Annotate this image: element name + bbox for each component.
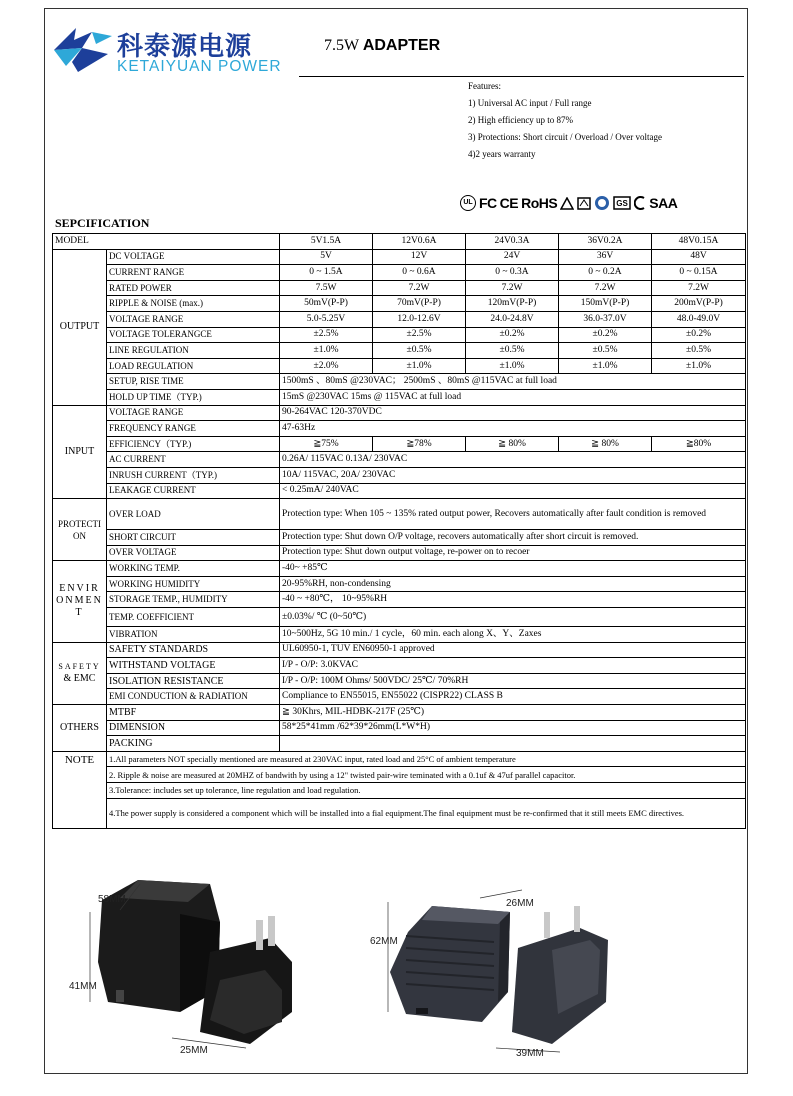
value-cell: 24.0-24.8V [466,311,559,327]
value-cell: ±1.0% [373,358,466,374]
tuv-mark-icon [594,195,610,211]
table-row [53,783,746,799]
item-label: EMI CONDUCTION & RADIATION [107,689,280,705]
value-cell: < 0.25mA/ 240VAC [280,483,746,499]
table-row [53,627,746,643]
table-row [53,608,746,627]
value-cell: 10A/ 115VAC, 20A/ 230VAC [280,467,746,483]
value-cell: 48V [652,249,746,265]
table-row [53,311,746,327]
table-row [53,436,746,452]
value-cell: 0 ~ 1.5A [280,265,373,281]
table-row [53,751,746,767]
group-safety-emc [53,642,107,704]
item-label: PACKING [107,736,280,752]
value-cell: ±0.2% [652,327,746,343]
value-cell: 5V [280,249,373,265]
value-cell: ±0.5% [466,343,559,359]
certification-marks [460,195,677,211]
dimension-line [480,890,522,898]
saa-mark-icon: SAA [649,195,678,211]
model-cell: 48V0.15A [652,234,746,250]
c-tick-mark-icon [634,195,646,211]
table-row [53,720,746,736]
feature-item: 2) High efficiency up to 87% [468,115,574,125]
value-cell: 150mV(P-P) [559,296,652,312]
item-label: OVER VOLTAGE [107,545,280,561]
table-row [53,467,746,483]
item-label: SHORT CIRCUIT [107,530,280,546]
value-cell: ≧80% [652,436,746,452]
title-wattage: 7.5W [324,37,359,54]
value-cell: ±1.0% [466,358,559,374]
group-output: OUTPUT [53,249,107,405]
value-cell: -40 ~ +80℃， 10~95%RH [280,592,746,608]
value-cell: ≧78% [373,436,466,452]
model-cell: 12V0.6A [373,234,466,250]
adapter-right-image [390,906,608,1044]
value-cell: I/P - O/P: 100M Ohms/ 500VDC/ 25℃/ 70%RH [280,673,746,689]
table-row [53,576,746,592]
table-row [53,545,746,561]
table-row [53,234,746,250]
note-item: 3.Tolerance: includes set up tolerance, line regulation and load regulation. [107,783,746,799]
triangle-mark-icon [560,197,574,210]
value-cell: 0 ~ 0.6A [373,265,466,281]
dimension-label: 26MM [506,898,534,909]
group-input: INPUT [53,405,107,499]
dimension-label: 25MM [180,1045,208,1056]
value-cell: ±1.0% [652,358,746,374]
table-row [53,280,746,296]
item-label: ISOLATION RESISTANCE [107,673,280,689]
value-cell: 120mV(P-P) [466,296,559,312]
item-label: RATED POWER [107,280,280,296]
table-row [53,673,746,689]
dimension-label: 62MM [370,936,398,947]
item-label: LEAKAGE CURRENT [107,483,280,499]
item-label: STORAGE TEMP., HUMIDITY [107,592,280,608]
value-cell: 10~500Hz, 5G 10 min./ 1 cycle，60 min. each along X、Y、Zaxes [280,627,746,643]
value-cell: 12V [373,249,466,265]
value-cell: Protection type: Shut down O/P voltage, recovers automatically after short circuit is removed. [280,530,746,546]
value-cell: 0 ~ 0.15A [652,265,746,281]
table-row [53,689,746,705]
item-label: EFFICIENCY（TYP.) [107,436,280,452]
table-row [53,642,746,658]
value-cell: 50mV(P-P) [280,296,373,312]
item-label: DC VOLTAGE [107,249,280,265]
value-cell: Compliance to EN55015, EN55022 (CISPR22) CLASS B [280,689,746,705]
value-cell: 58*25*41mm /62*39*26mm(L*W*H) [280,720,746,736]
value-cell: 70mV(P-P) [373,296,466,312]
table-row [53,389,746,405]
value-cell: 0.26A/ 115VAC 0.13A/ 230VAC [280,452,746,468]
company-logo-icon [52,26,114,74]
value-cell: 24V [466,249,559,265]
group-others: OTHERS [53,705,107,752]
group-safety-label: SAFETY [58,662,101,672]
item-label: INRUSH CURRENT（TYP.) [107,467,280,483]
document-title [324,37,440,55]
model-cell: 36V0.2A [559,234,652,250]
value-cell: 5.0-5.25V [280,311,373,327]
value-cell: 20-95%RH, non-condensing [280,576,746,592]
item-label: MTBF [107,705,280,721]
item-label: VOLTAGE RANGE [107,311,280,327]
item-label: SAFETY STANDARDS [107,642,280,658]
dimension-label: 58MM [98,894,126,905]
value-cell: 7.5W [280,280,373,296]
table-row [53,705,746,721]
value-cell: 7.2W [652,280,746,296]
item-label: TEMP. COEFFICIENT [107,608,280,627]
value-cell: ±2.5% [373,327,466,343]
value-cell: ≧75% [280,436,373,452]
value-cell: ≧ 30Khrs, MIL-HDBK-217F (25℃) [280,705,746,721]
item-label: WORKING TEMP. [107,561,280,577]
psb-mark-icon [577,197,591,210]
value-cell: 47-63Hz [280,421,746,437]
group-environment: ENVIRONMENT [53,561,107,642]
fcc-mark-icon: FC [479,195,497,211]
value-cell: ±2.0% [280,358,373,374]
value-cell: 12.0-12.6V [373,311,466,327]
features-list [468,78,662,163]
value-cell: Protection type: Shut down output voltage, re-power on to recoer [280,545,746,561]
specification-title: SEPCIFICATION [55,216,150,230]
table-row [53,358,746,374]
dimension-label: 39MM [516,1048,544,1059]
table-row [53,736,746,752]
value-cell: ±0.5% [373,343,466,359]
note-item: 4.The power supply is considered a component which will be installed into a fial equipment.The final equipment must be re-confirmed that it still meets EMC directives. [107,798,746,828]
value-cell: 36.0-37.0V [559,311,652,327]
table-row [53,249,746,265]
group-note: NOTE [53,751,107,828]
gs-mark-icon [613,195,631,211]
model-cell: 5V1.5A [280,234,373,250]
value-cell: 90-264VAC 120-370VDC [280,405,746,421]
value-cell: -40~ +85℃ [280,561,746,577]
item-label: AC CURRENT [107,452,280,468]
product-photos [60,862,720,1067]
value-cell: ±0.2% [466,327,559,343]
table-row [53,798,746,828]
item-label: DIMENSION [107,720,280,736]
item-label: WITHSTAND VOLTAGE [107,658,280,674]
item-label: VOLTAGE TOLERANGCE [107,327,280,343]
table-row [53,421,746,437]
value-cell: ±1.0% [559,358,652,374]
table-row [53,592,746,608]
table-row [53,296,746,312]
feature-item: 1) Universal AC input / Full range [468,98,592,108]
item-label: FREQUENCY RANGE [107,421,280,437]
table-row [53,561,746,577]
table-row [53,499,746,530]
item-label: WORKING HUMIDITY [107,576,280,592]
value-cell: 48.0-49.0V [652,311,746,327]
value-cell: 15mS @230VAC 15ms @ 115VAC at full load [280,389,746,405]
value-cell: 36V [559,249,652,265]
value-cell: 0 ~ 0.3A [466,265,559,281]
value-cell: I/P - O/P: 3.0KVAC [280,658,746,674]
item-label: LINE REGULATION [107,343,280,359]
item-label: LOAD REGULATION [107,358,280,374]
item-label: OVER LOAD [107,499,280,530]
value-cell: 0 ~ 0.2A [559,265,652,281]
brand-name-english: KETAIYUAN POWER [117,58,282,75]
svg-text:GS: GS [616,199,629,208]
dimension-label: 41MM [69,981,97,992]
note-item: 2. Ripple & noise are measured at 20MHZ of bandwith by using a 12" twisted pair-wire teminated with a 0.1uf & 47uf parallel capacitor. [107,767,746,783]
table-row [53,343,746,359]
specification-table [52,233,746,829]
group-protection: PROTECTION [53,499,107,561]
table-row [53,374,746,390]
value-cell: 7.2W [559,280,652,296]
value-cell: Protection type: When 105 ~ 135% rated output power, Recovers automatically after fault condition is removed [280,499,746,530]
table-row [53,265,746,281]
value-cell: ≧ 80% [466,436,559,452]
item-label: CURRENT RANGE [107,265,280,281]
item-label: RIPPLE & NOISE (max.) [107,296,280,312]
feature-item: 4)2 years warranty [468,149,536,159]
value-cell: ≧ 80% [559,436,652,452]
table-row [53,327,746,343]
value-cell: 200mV(P-P) [652,296,746,312]
ce-mark-icon: CE [499,195,519,211]
value-cell: ±0.2% [559,327,652,343]
value-cell: 7.2W [373,280,466,296]
value-cell [280,736,746,752]
adapter-left-image [98,880,292,1044]
model-label: MODEL [53,234,280,250]
item-label: HOLD UP TIME（TYP.) [107,389,280,405]
header-rule [299,76,744,77]
table-row [53,658,746,674]
value-cell: 7.2W [466,280,559,296]
value-cell: ±2.5% [280,327,373,343]
table-row [53,767,746,783]
value-cell: ±0.5% [559,343,652,359]
group-emc-label: & EMC [63,673,96,685]
item-label: VOLTAGE RANGE [107,405,280,421]
table-row [53,405,746,421]
item-label: SETUP, RISE TIME [107,374,280,390]
title-product: ADAPTER [362,37,441,54]
value-cell: ±0.03%/ ℃ (0~50℃) [280,608,746,627]
table-row [53,530,746,546]
table-row [53,452,746,468]
value-cell: 1500mS 、80mS @230VAC； 2500mS 、80mS @115VAC at full load [280,374,746,390]
brand-name-chinese: 科泰源电源 [117,32,253,62]
value-cell: ±0.5% [652,343,746,359]
features-heading: Features: [468,81,501,91]
feature-item: 3) Protections: Short circuit / Overload / Over voltage [468,132,662,142]
value-cell: UL60950-1, TUV EN60950-1 approved [280,642,746,658]
item-label: VIBRATION [107,627,280,643]
model-cell: 24V0.3A [466,234,559,250]
value-cell: ±1.0% [280,343,373,359]
note-item: 1.All parameters NOT specially mentioned are measured at 230VAC input, rated load and 25°C of ambient temperature [107,751,746,767]
ul-mark-icon: UL [460,195,476,211]
table-row [53,483,746,499]
rohs-mark-icon: RoHS [521,195,558,211]
